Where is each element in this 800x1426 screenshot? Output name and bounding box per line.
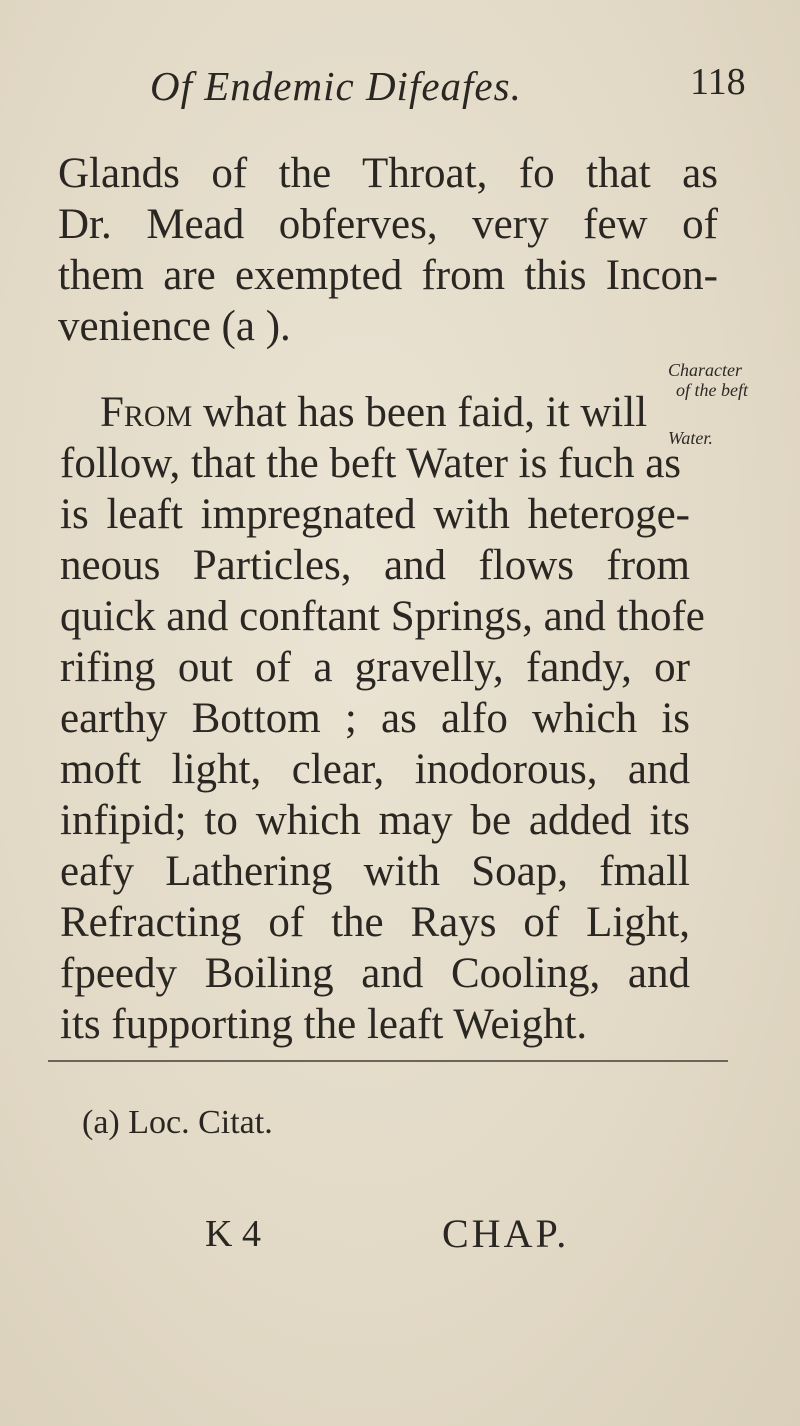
footnote: (a) Loc. Citat. — [82, 1104, 273, 1141]
text-line: infipid; to which may be added its — [60, 797, 690, 844]
text-line: Refracting of the Rays of Light, — [60, 899, 690, 946]
catchword: CHAP. — [442, 1211, 570, 1256]
margin-note-line: of the beft — [676, 380, 748, 400]
text-line: follow, that the beft Water is fuch as — [60, 440, 682, 487]
paragraph-1 — [58, 148, 778, 352]
paragraph-2 — [60, 388, 800, 1051]
text-line: Glands of the Throat, fo that as — [58, 150, 718, 197]
text-line: its fupporting the leaft Weight. — [60, 1001, 588, 1048]
text-line-rest: what has been faid, it will — [192, 389, 648, 436]
text-line: is leaft impregnated with heteroge- — [60, 491, 690, 538]
first-word: From — [100, 389, 193, 436]
signature-mark: K 4 — [205, 1213, 261, 1255]
text-line: eafy Lathering with Soap, fmall — [60, 848, 690, 895]
footnote-rule — [48, 1060, 728, 1062]
text-line: Dr. Mead obferves, very few of — [58, 201, 718, 248]
text-line: fpeedy Boiling and Cooling, and — [60, 950, 690, 997]
text-line: rifing out of a gravelly, fandy, or — [60, 644, 690, 691]
text-line: moft light, clear, inodorous, and — [60, 746, 690, 793]
text-line: venience (a ). — [58, 303, 291, 350]
text-line: quick and conftant Springs, and thofe — [60, 593, 705, 640]
text-line: them are exempted from this Incon- — [58, 252, 718, 299]
text-line: earthy Bottom ; as alfo which is — [60, 695, 690, 742]
margin-note-line: Character — [668, 360, 742, 380]
text-line: neous Particles, and flows from — [60, 542, 690, 589]
margin-note — [668, 360, 748, 448]
page-number: 118 — [690, 61, 746, 103]
running-title: Of Endemic Difeafes. — [150, 63, 522, 109]
margin-note-line: Water. — [668, 428, 713, 448]
